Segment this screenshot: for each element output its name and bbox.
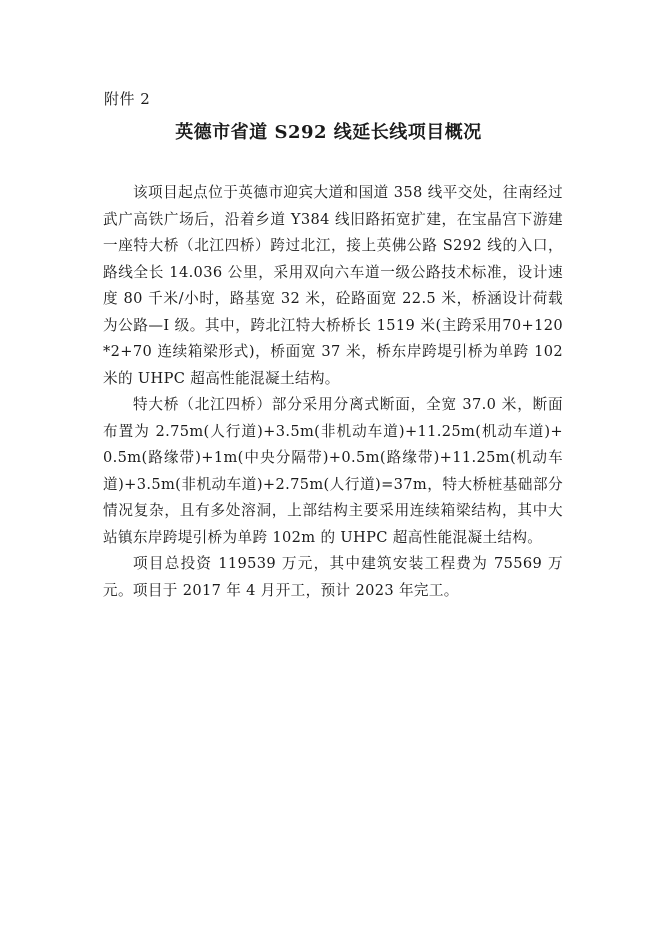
paragraph-project-overview: 该项目起点位于英德市迎宾大道和国道 358 线平交处，往南经过武广高铁广场后，沿着乡道 Y384 线旧路拓宽扩建，在宝晶宫下游建一座特大桥（北江四桥）跨过北江，接上英佛公路 S292 线的入口，路线全长 14.036 公里，采用双向六车道一级公路技术标准，设计速度 80 千米/小时，路基宽 32 米，砼路面宽 22.5 米，桥涵设计荷载为公路—I 级。其中，跨北江特大桥桥长 1519 米(主跨采用70+120*2+70 连续箱梁形式)，桥面宽 37 米，桥东岸跨堤引桥为单跨 102 米的 UHPC 超高性能混凝土结构。: [103, 184, 563, 387]
paragraph-investment-schedule: 项目总投资 119539 万元，其中建筑安装工程费为 75569 万元。项目于 2017 年 4 月开工，预计 2023 年完工。: [103, 555, 563, 599]
document-title: 英德市省道 S292 线延长线项目概况: [175, 122, 482, 143]
attachment-label: 附件 2: [104, 90, 151, 108]
document-body: [103, 180, 563, 604]
paragraph-bridge-section: 特大桥（北江四桥）部分采用分离式断面，全宽 37.0 米，断面布置为 2.75m(人行道)+3.5m(非机动车道)+11.25m(机动车道)+0.5m(路缘带)+1m(中央分隔带)+0.5m(路缘带)+11.25m(机动车道)+3.5m(非机动车道)+2.75m(人行道)=37m，特大桥桩基础部分情况复杂，且有多处溶洞，上部结构主要采用连续箱梁结构，其中大站镇东岸跨堤引桥为单跨 102m 的 UHPC 超高性能混凝土结构。: [103, 396, 563, 546]
